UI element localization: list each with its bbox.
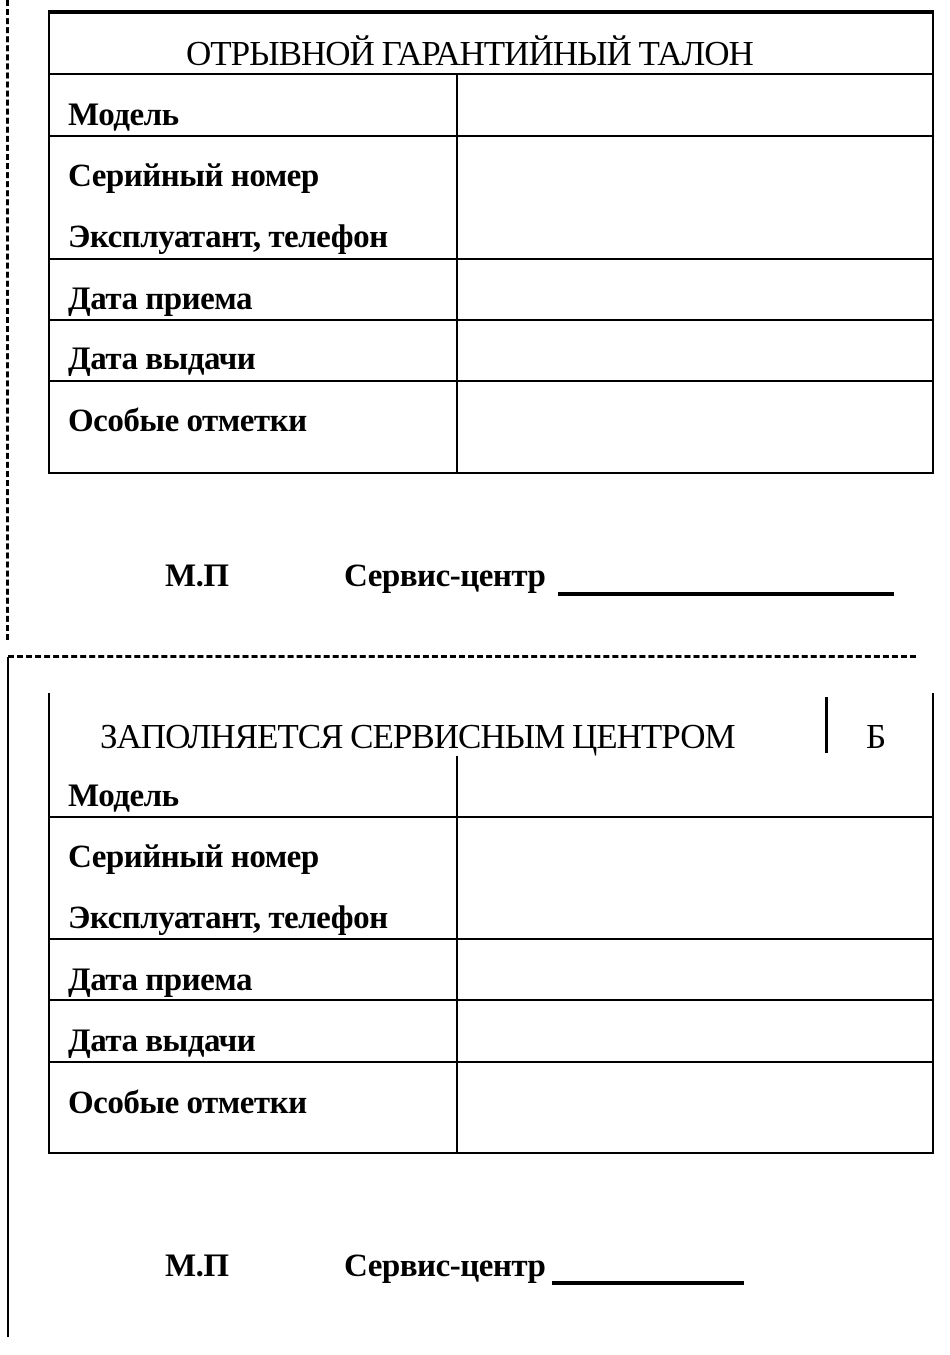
coupon-date-issued-label: Дата выдачи (68, 341, 256, 377)
service-bottom-border (48, 1152, 934, 1154)
service-date-received-field[interactable] (458, 940, 932, 999)
service-date-issued-field[interactable] (458, 1001, 932, 1061)
coupon-date-issued-field[interactable] (458, 321, 932, 380)
service-title: ЗАПОЛНЯЕТСЯ СЕРВИСНЫМ ЦЕНТРОМ (100, 717, 735, 756)
coupon-notes-field[interactable] (458, 382, 932, 472)
coupon-model-field[interactable] (458, 75, 932, 135)
coupon-title: ОТРЫВНОЙ ГАРАНТИЙНЫЙ ТАЛОН (186, 34, 753, 73)
coupon-serial-label: Серийный номер (68, 158, 319, 194)
service-operator-label: Эксплуатант, телефон (68, 900, 388, 936)
coupon-service-center-signature-line[interactable] (558, 592, 894, 596)
service-serial-operator-field[interactable] (458, 818, 932, 938)
service-model-field[interactable] (458, 758, 932, 816)
coupon-left-border (48, 10, 50, 474)
coupon-stamp-label: М.П (165, 558, 229, 594)
cut-line-left-top (6, 0, 9, 640)
coupon-right-border (932, 10, 934, 474)
coupon-service-center-label: Сервис-центр (344, 558, 546, 594)
coupon-bottom-border (48, 472, 934, 474)
service-service-center-signature-line[interactable] (552, 1281, 744, 1285)
coupon-model-label: Модель (68, 97, 179, 133)
service-date-issued-label: Дата выдачи (68, 1023, 256, 1059)
edge-line-left-bottom (7, 657, 9, 1337)
service-date-received-label: Дата приема (68, 962, 252, 998)
coupon-notes-label: Особые отметки (68, 403, 307, 439)
service-left-border (48, 693, 50, 1153)
service-model-label: Модель (68, 778, 179, 814)
coupon-date-received-label: Дата приема (68, 281, 252, 317)
service-copy-letter: Б (866, 717, 886, 756)
service-right-border (932, 693, 934, 1153)
cut-line-middle (8, 655, 916, 658)
service-letter-divider (825, 697, 828, 753)
service-stamp-label: М.П (165, 1248, 229, 1284)
service-notes-field[interactable] (458, 1063, 932, 1152)
service-notes-label: Особые отметки (68, 1085, 307, 1121)
coupon-operator-label: Эксплуатант, телефон (68, 219, 388, 255)
coupon-top-border (48, 10, 934, 14)
coupon-date-received-field[interactable] (458, 260, 932, 319)
service-serial-label: Серийный номер (68, 839, 319, 875)
coupon-serial-operator-field[interactable] (458, 137, 932, 258)
service-service-center-label: Сервис-центр (344, 1248, 546, 1284)
